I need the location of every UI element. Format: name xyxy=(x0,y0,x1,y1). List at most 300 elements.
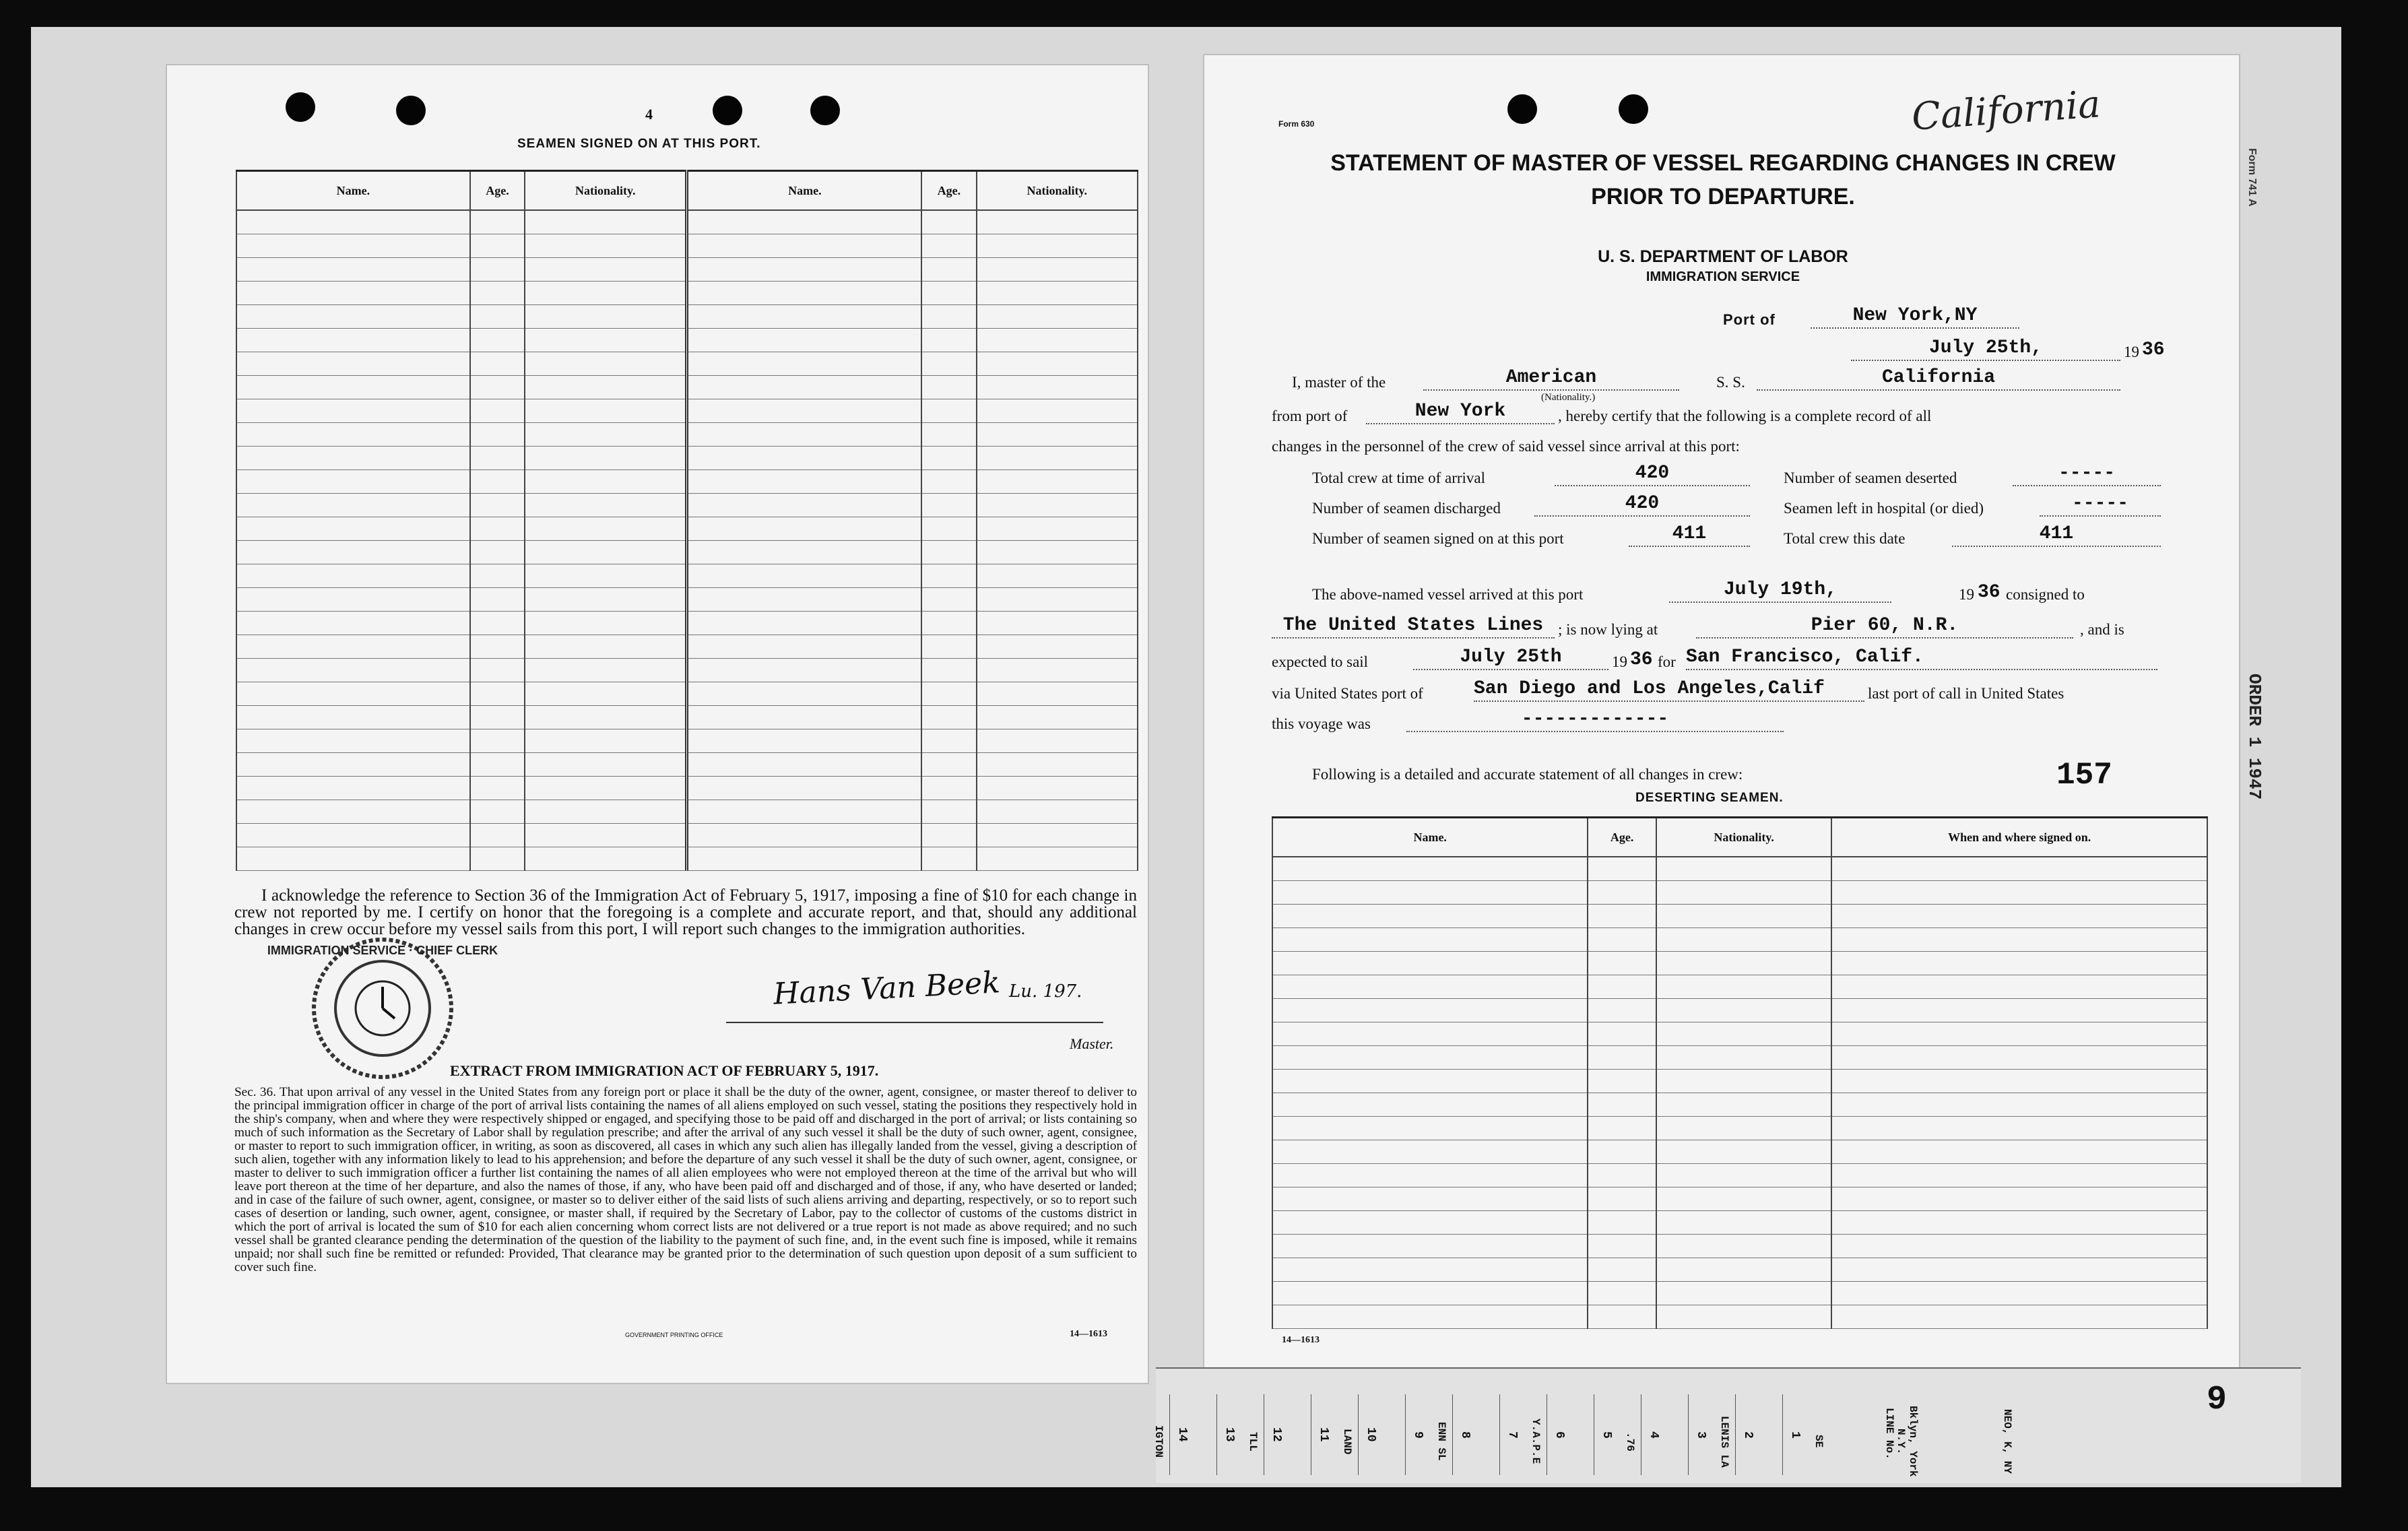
strip-fragment: LENIS LA xyxy=(1718,1415,1730,1468)
table-cell xyxy=(1656,1187,1832,1211)
table-cell xyxy=(977,588,1138,612)
table-row xyxy=(1272,1211,2207,1235)
table-cell xyxy=(525,800,687,824)
table-cell xyxy=(977,470,1138,494)
table-cell xyxy=(525,564,687,588)
table-cell xyxy=(921,447,976,470)
table-cell xyxy=(525,753,687,777)
table-cell xyxy=(525,682,687,706)
master-signature-line xyxy=(726,1022,1103,1023)
hospital-value: ----- xyxy=(2040,492,2161,517)
table-row xyxy=(236,210,1138,234)
sail-date-value: July 25th xyxy=(1413,646,1608,670)
from-port-label: from port of xyxy=(1272,408,1348,424)
table-row xyxy=(236,659,1138,682)
table-cell xyxy=(236,753,470,777)
table-cell xyxy=(687,470,921,494)
table-cell xyxy=(921,329,976,352)
table-row xyxy=(1272,905,2207,928)
table-cell xyxy=(1831,1164,2207,1187)
table-cell xyxy=(921,612,976,635)
col-when-where: When and where signed on. xyxy=(1831,818,2207,857)
table-cell xyxy=(525,706,687,729)
table-cell xyxy=(921,494,976,517)
table-cell xyxy=(236,729,470,753)
table-cell xyxy=(921,305,976,329)
table-cell xyxy=(525,847,687,871)
service-name: IMMIGRATION SERVICE xyxy=(1646,269,1800,284)
discharged-value: 420 xyxy=(1534,492,1750,517)
table-row xyxy=(1272,1140,2207,1164)
table-cell xyxy=(977,423,1138,447)
strip-row-number: 4 xyxy=(1641,1394,1660,1475)
table-cell xyxy=(1656,1046,1832,1070)
table-cell xyxy=(921,659,976,682)
table-cell xyxy=(525,447,687,470)
year-prefix: 19 xyxy=(2124,344,2139,360)
stamp-number: 157 xyxy=(2056,758,2112,793)
table-cell xyxy=(1656,1093,1832,1117)
table-cell xyxy=(525,824,687,847)
table-row xyxy=(236,234,1138,258)
table-cell xyxy=(687,682,921,706)
table-row xyxy=(236,305,1138,329)
binder-hole xyxy=(1619,94,1648,124)
table-cell xyxy=(1588,1093,1656,1117)
table-row xyxy=(236,399,1138,423)
master-signature: Hans Van Beek xyxy=(772,965,1001,1012)
strip-row-number: 9 xyxy=(1405,1394,1425,1475)
table-cell xyxy=(470,753,525,777)
table-cell xyxy=(921,588,976,612)
strip-row-number: 13 xyxy=(1216,1394,1236,1475)
table-cell xyxy=(1588,1117,1656,1140)
table-row xyxy=(236,753,1138,777)
table-cell xyxy=(236,234,470,258)
table-row xyxy=(236,682,1138,706)
table-row xyxy=(236,729,1138,753)
table-cell xyxy=(1588,905,1656,928)
hospital-label: Seamen left in hospital (or died) xyxy=(1784,500,1984,517)
table-cell xyxy=(1272,1211,1588,1235)
form-label: Form 630 xyxy=(1278,119,1315,129)
seamen-signed-heading: SEAMEN SIGNED ON AT THIS PORT. xyxy=(517,137,761,151)
table-cell xyxy=(236,706,470,729)
table-cell xyxy=(687,847,921,871)
table-cell xyxy=(977,282,1138,305)
port-label: Port of xyxy=(1723,311,1776,328)
port-value: New York,NY xyxy=(1811,304,2019,329)
expected-label: expected to sail xyxy=(1272,653,1369,670)
changes-text: changes in the personnel of the crew of said vessel since arrival at this port: xyxy=(1272,438,1740,455)
col-age: Age. xyxy=(1588,818,1656,857)
table-cell xyxy=(977,258,1138,282)
table-cell xyxy=(977,800,1138,824)
left-form-code: 14—1613 xyxy=(1070,1329,1107,1339)
strip-fragment: TLL xyxy=(1247,1431,1259,1452)
arrival-year-prefix: 19 xyxy=(1959,586,1974,603)
table-row xyxy=(236,612,1138,635)
table-cell xyxy=(470,682,525,706)
col-nationality: Nationality. xyxy=(977,171,1138,211)
table-cell xyxy=(1588,1211,1656,1235)
table-cell xyxy=(1588,1187,1656,1211)
table-cell xyxy=(1831,928,2207,952)
table-cell xyxy=(470,517,525,541)
table-cell xyxy=(1588,881,1656,905)
table-cell xyxy=(687,494,921,517)
table-cell xyxy=(921,682,976,706)
table-cell xyxy=(1656,1140,1832,1164)
signed-on-label: Number of seamen signed on at this port xyxy=(1312,530,1564,547)
table-cell xyxy=(1272,1164,1588,1187)
table-cell xyxy=(1831,1282,2207,1305)
table-row xyxy=(1272,1117,2207,1140)
table-cell xyxy=(1272,1046,1588,1070)
table-cell xyxy=(470,612,525,635)
table-cell xyxy=(1588,975,1656,999)
table-cell xyxy=(1831,999,2207,1022)
binder-hole xyxy=(1507,94,1537,124)
table-cell xyxy=(1588,1140,1656,1164)
table-row xyxy=(1272,1022,2207,1046)
table-cell xyxy=(921,824,976,847)
table-cell xyxy=(236,517,470,541)
table-cell xyxy=(525,470,687,494)
table-cell xyxy=(236,635,470,659)
stamp-text: IMMIGRATION SERVICE · CHIEF CLERK xyxy=(267,944,498,957)
total-crew-arrival-value: 420 xyxy=(1555,462,1750,486)
table-cell xyxy=(236,541,470,564)
table-cell xyxy=(687,564,921,588)
table-cell xyxy=(1272,952,1588,975)
table-cell xyxy=(687,729,921,753)
table-row xyxy=(1272,928,2207,952)
table-cell xyxy=(470,234,525,258)
col-name: Name. xyxy=(1272,818,1588,857)
table-cell xyxy=(977,659,1138,682)
arrival-label: The above-named vessel arrived at this port xyxy=(1312,586,1584,603)
table-cell xyxy=(525,517,687,541)
lying-value: Pier 60, N.R. xyxy=(1696,614,2073,639)
statement-title xyxy=(1272,146,2174,214)
extract-body: Sec. 36. That upon arrival of any vessel in the United States from any foreign port or place it shall be the duty of the owner, agent, consignee, or master thereof to deliver to the principal immigration officer in charge of the port of arrival lists containing the names of all aliens employed on such vessel, stating the positions they respectively hold in the ship's company, when and where they were respectively shipped or engaged, and specifying those to be paid off and discharged in the port of arrival; or lists containing so much of such information as the Secretary of Labor shall by regulation prescribe; and after the arrival of any such vessel it shall be the duty of such owner, agent, consignee, or master to report to such immigration officer, in writing, as soon as discovered, all cases in which any such alien has illegally landed from the vessel, giving a description of such alien, together with any information likely to lead to his apprehension; and before the departure of any such vessel it shall be the duty of such owner, agent, consignee, or master to deliver to such immigration officer a further list containing the names of all alien employees who were not employed thereon at the time of the arrival but who will leave port thereon at the time of her departure, and also the names of those, if any, who have been paid off and discharged and of those, if any, who have deserted or landed; and in case of the failure of such owner, agent, consignee, or master so to deliver either of the said lists of such aliens arriving and departing, respectively, or so to report such cases of desertion or landing, such owner, agent, consignee, or master shall, if required by the Secretary of Labor, pay to the collector of customs of the customs district in which the port of arrival is located the sum of $10 for each alien concerning whom correct lists are not delivered or a true report is not made as above required; and no such vessel shall be granted clearance pending the determination of the question of the liability to the payment of such fine, and, in the event such fine is imposed, while it remains unpaid; nor shall such fine be remitted or refunded: Provided, That clearance may be granted prior to the determination of such question upon deposit of a sum sufficient to cover such fine. xyxy=(234,1085,1137,1274)
table-cell xyxy=(921,800,976,824)
strip-fragment: Y.A.P.E xyxy=(1530,1419,1542,1464)
table-cell xyxy=(1272,975,1588,999)
binder-hole xyxy=(286,92,315,122)
table-cell xyxy=(1588,1164,1656,1187)
table-cell xyxy=(1831,975,2207,999)
table-row xyxy=(1272,857,2207,881)
table-cell xyxy=(1588,1258,1656,1282)
table-cell xyxy=(921,753,976,777)
table-cell xyxy=(525,635,687,659)
table-cell xyxy=(687,376,921,399)
table-cell xyxy=(470,564,525,588)
table-cell xyxy=(236,258,470,282)
via-label: via United States port of xyxy=(1272,685,1423,702)
table-cell xyxy=(1656,975,1832,999)
strip-fragment: ENN SL xyxy=(1435,1422,1447,1461)
sail-year-prefix: 19 xyxy=(1612,653,1627,670)
table-cell xyxy=(1656,1022,1832,1046)
and-is-label: , and is xyxy=(2080,621,2124,638)
table-cell xyxy=(470,423,525,447)
table-cell xyxy=(525,541,687,564)
table-cell xyxy=(921,234,976,258)
table-cell xyxy=(1588,999,1656,1022)
table-cell xyxy=(921,564,976,588)
table-cell xyxy=(687,706,921,729)
table-row xyxy=(236,847,1138,871)
table-cell xyxy=(525,258,687,282)
sail-year-suffix: 36 xyxy=(1630,649,1653,670)
table-cell xyxy=(687,612,921,635)
table-cell xyxy=(921,541,976,564)
acknowledgement-text: I acknowledge the reference to Section 36 of the Immigration Act of February 5, 1917, imposing a fine of $10 for each change in crew not reported by me. I certify on honor that the foregoing is a complete and accurate report, and that, should any additional changes in crew occur before my vessel sails from this port, I will report such changes to the immigration authorities. xyxy=(234,886,1137,938)
table-cell xyxy=(1831,905,2207,928)
strip-fragment: SE xyxy=(1813,1435,1825,1448)
table-cell xyxy=(687,777,921,800)
table-cell xyxy=(1831,952,2207,975)
strip-row-number: 12 xyxy=(1264,1394,1283,1475)
table-cell xyxy=(1831,1211,2207,1235)
master-label: Master. xyxy=(1070,1035,1114,1052)
table-cell xyxy=(921,729,976,753)
table-cell xyxy=(236,682,470,706)
deserting-seamen-table xyxy=(1272,816,2208,1329)
table-cell xyxy=(236,612,470,635)
table-cell xyxy=(687,517,921,541)
table-cell xyxy=(1272,928,1588,952)
table-cell xyxy=(525,305,687,329)
table-cell xyxy=(470,399,525,423)
table-cell xyxy=(1588,928,1656,952)
table-cell xyxy=(470,494,525,517)
table-cell xyxy=(470,659,525,682)
table-row xyxy=(236,824,1138,847)
table-cell xyxy=(1831,1093,2207,1117)
table-cell xyxy=(470,635,525,659)
col-age: Age. xyxy=(470,171,525,211)
table-cell xyxy=(921,777,976,800)
master-of-label: I, master of the xyxy=(1292,374,1386,391)
total-crew-arrival-label: Total crew at time of arrival xyxy=(1312,469,1486,486)
table-row xyxy=(236,564,1138,588)
table-row xyxy=(1272,1070,2207,1093)
table-cell xyxy=(921,258,976,282)
table-cell xyxy=(977,824,1138,847)
title-line-1: STATEMENT OF MASTER OF VESSEL REGARDING CHANGES IN CREW xyxy=(1330,150,2116,176)
table-cell xyxy=(525,399,687,423)
strip-row-number: 1 xyxy=(1782,1394,1802,1475)
table-cell xyxy=(687,399,921,423)
table-cell xyxy=(525,234,687,258)
table-cell xyxy=(470,210,525,234)
destination-value: San Francisco, Calif. xyxy=(1686,646,2157,670)
extract-title: EXTRACT FROM IMMIGRATION ACT OF FEBRUARY 5, 1917. xyxy=(450,1062,879,1079)
table-cell xyxy=(1272,1022,1588,1046)
total-crew-date-value: 411 xyxy=(1952,523,2161,547)
seamen-signed-table xyxy=(236,170,1138,871)
table-cell xyxy=(1272,881,1588,905)
table-cell xyxy=(921,210,976,234)
table-cell xyxy=(977,352,1138,376)
table-cell xyxy=(236,210,470,234)
table-cell xyxy=(1272,1282,1588,1305)
table-cell xyxy=(470,352,525,376)
table-cell xyxy=(687,824,921,847)
table-cell xyxy=(1656,1235,1832,1258)
table-cell xyxy=(470,706,525,729)
table-cell xyxy=(1656,881,1832,905)
table-cell xyxy=(921,376,976,399)
table-cell xyxy=(977,234,1138,258)
table-cell xyxy=(977,753,1138,777)
table-cell xyxy=(236,564,470,588)
table-cell xyxy=(1831,1140,2207,1164)
consignee-value: The United States Lines xyxy=(1272,614,1555,639)
certify-text: , hereby certify that the following is a complete record of all xyxy=(1558,408,1932,424)
table-row xyxy=(1272,1046,2207,1070)
table-cell xyxy=(1272,1305,1588,1329)
table-cell xyxy=(687,635,921,659)
right-edge-form-mark: Form 741 A xyxy=(2246,148,2258,207)
year-suffix: 36 xyxy=(2142,339,2165,360)
table-cell xyxy=(1831,881,2207,905)
strip-row-number: 6 xyxy=(1547,1394,1566,1475)
table-cell xyxy=(525,659,687,682)
table-cell xyxy=(1656,1282,1832,1305)
table-cell xyxy=(687,659,921,682)
handwritten-vessel-note: California xyxy=(1910,82,2102,139)
table-cell xyxy=(1272,1258,1588,1282)
table-cell xyxy=(1588,1022,1656,1046)
table-cell xyxy=(921,517,976,541)
table-cell xyxy=(977,706,1138,729)
table-cell xyxy=(236,777,470,800)
table-cell xyxy=(977,517,1138,541)
table-cell xyxy=(1831,1235,2207,1258)
table-cell xyxy=(470,800,525,824)
table-row xyxy=(236,329,1138,352)
strip-row-number: 14 xyxy=(1169,1394,1189,1475)
strip-page-mark: 9 xyxy=(2207,1381,2227,1419)
table-row xyxy=(236,706,1138,729)
table-cell xyxy=(687,447,921,470)
table-row xyxy=(236,423,1138,447)
table-row xyxy=(1272,1282,2207,1305)
table-cell xyxy=(525,612,687,635)
immigration-service-stamp xyxy=(267,934,498,1082)
table-cell xyxy=(1588,1282,1656,1305)
table-cell xyxy=(687,423,921,447)
table-cell xyxy=(977,376,1138,399)
table-cell xyxy=(470,470,525,494)
table-cell xyxy=(470,305,525,329)
table-cell xyxy=(1272,1187,1588,1211)
table-cell xyxy=(921,399,976,423)
table-cell xyxy=(1272,1093,1588,1117)
strip-row-number: 2 xyxy=(1735,1394,1755,1475)
signature-suffix: Lu. 197. xyxy=(1009,981,1082,1002)
table-cell xyxy=(470,541,525,564)
table-cell xyxy=(470,588,525,612)
table-row xyxy=(1272,952,2207,975)
date-value: July 25th, xyxy=(1851,337,2120,361)
binder-hole xyxy=(713,96,742,125)
table-row xyxy=(236,588,1138,612)
table-cell xyxy=(236,824,470,847)
table-cell xyxy=(1272,1140,1588,1164)
table-cell xyxy=(236,447,470,470)
signed-on-value: 411 xyxy=(1629,523,1750,547)
strip-fragment: NEO, K, NY xyxy=(2001,1408,2013,1474)
table-cell xyxy=(977,777,1138,800)
strip-row-number: 11 xyxy=(1311,1394,1330,1475)
table-cell xyxy=(921,352,976,376)
table-cell xyxy=(1588,952,1656,975)
table-cell xyxy=(977,494,1138,517)
col-age: Age. xyxy=(921,171,976,211)
table-row xyxy=(1272,1258,2207,1282)
table-cell xyxy=(525,588,687,612)
table-cell xyxy=(977,541,1138,564)
table-cell xyxy=(921,282,976,305)
table-cell xyxy=(1272,1070,1588,1093)
table-cell xyxy=(1656,1117,1832,1140)
table-cell xyxy=(1831,1022,2207,1046)
strip-fragment: IGTON xyxy=(1152,1425,1165,1458)
table-cell xyxy=(1588,1070,1656,1093)
table-cell xyxy=(1272,999,1588,1022)
table-row xyxy=(236,635,1138,659)
table-cell xyxy=(977,447,1138,470)
table-cell xyxy=(236,659,470,682)
table-cell xyxy=(525,777,687,800)
table-cell xyxy=(236,352,470,376)
strip-line-label: LINE No. xyxy=(1883,1408,1895,1460)
table-cell xyxy=(1272,1235,1588,1258)
table-row xyxy=(236,352,1138,376)
consigned-label: consigned to xyxy=(2006,586,2085,603)
table-cell xyxy=(236,470,470,494)
table-cell xyxy=(687,588,921,612)
vessel-value: California xyxy=(1757,366,2120,391)
table-cell xyxy=(1831,857,2207,881)
table-cell xyxy=(525,423,687,447)
table-cell xyxy=(236,282,470,305)
table-row xyxy=(1272,1305,2207,1329)
table-cell xyxy=(525,210,687,234)
table-cell xyxy=(1272,857,1588,881)
right-form-code: 14—1613 xyxy=(1282,1335,1320,1345)
table-cell xyxy=(236,494,470,517)
table-row xyxy=(1272,1187,2207,1211)
table-row xyxy=(236,470,1138,494)
table-cell xyxy=(921,635,976,659)
table-cell xyxy=(1588,857,1656,881)
nationality-value: American xyxy=(1423,366,1679,391)
table-cell xyxy=(687,329,921,352)
table-row xyxy=(236,517,1138,541)
table-cell xyxy=(977,729,1138,753)
table-cell xyxy=(977,847,1138,871)
table-cell xyxy=(687,541,921,564)
table-row xyxy=(236,447,1138,470)
discharged-label: Number of seamen discharged xyxy=(1312,500,1501,517)
